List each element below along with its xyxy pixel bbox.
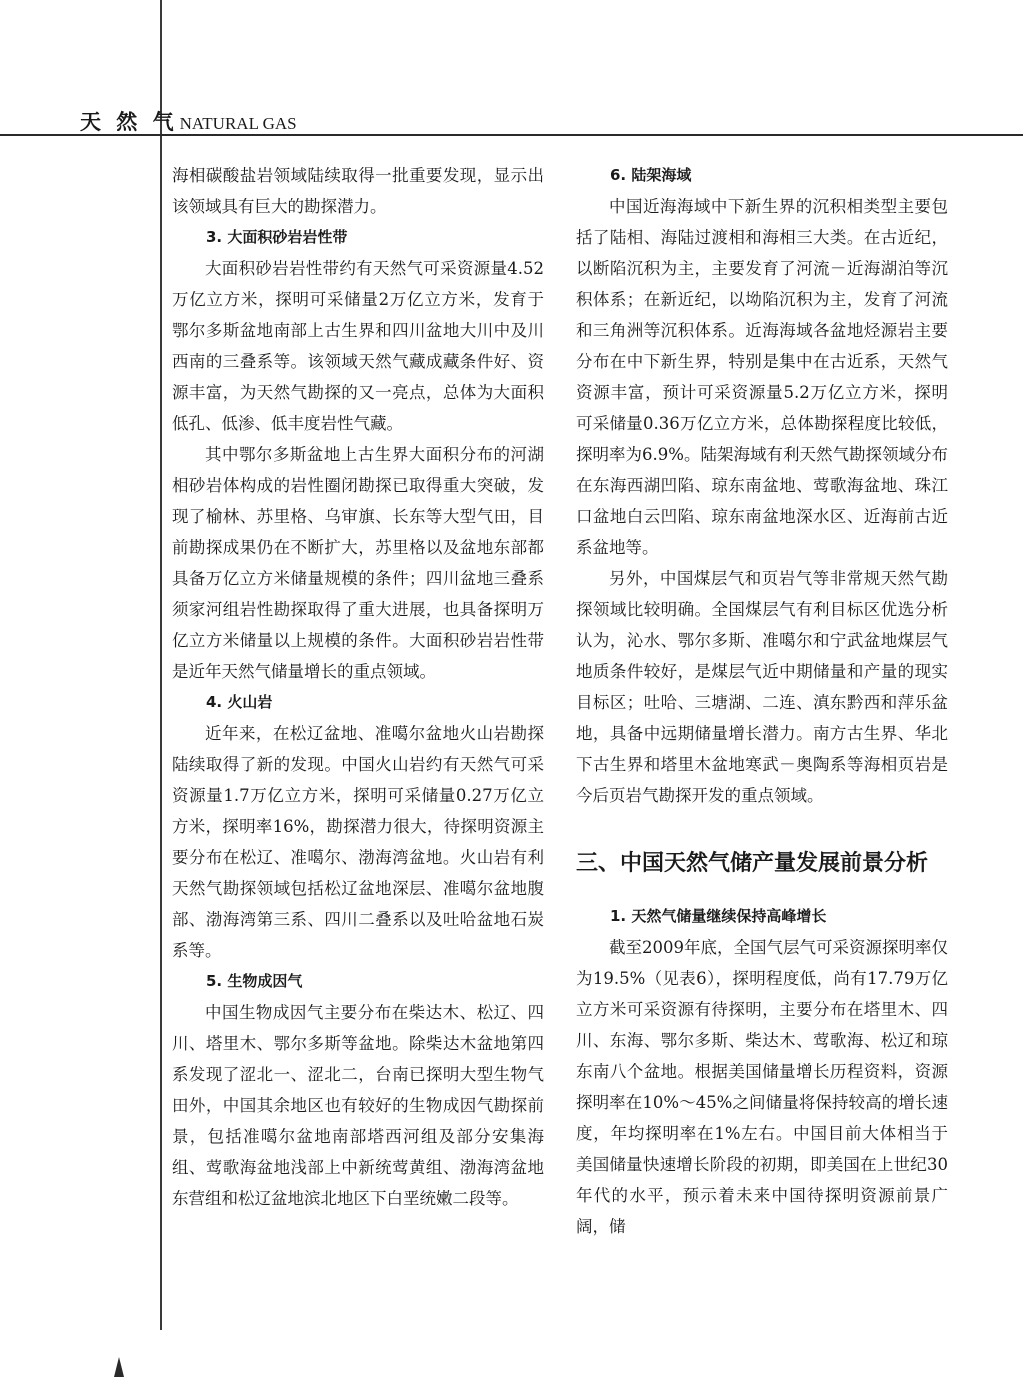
journal-title-cn: 天 然 气 xyxy=(80,110,178,134)
paragraph-shelf-1: 中国近海海域中下新生界的沉积相类型主要包括了陆相、海陆过渡相和海相三大类。在古近纪，以断陷沉积为主，主要发育了河流－近海湖泊等沉积体系；在新近纪，以坳陷沉积为主，发育了河流和三角洲等沉积体系。近海海域各盆地烃源岩主要分布在中下新生界，特别是集中在古近系，天然气资源丰富，预计可采资源量5.2万亿立方米，探明可采储量0.36万亿立方米，总体勘探程度比较低，探明率为6.9%。陆架海域有利天然气勘探领域分布在东海西湖凹陷、琼东南盆地、莺歌海盆地、珠江口盆地白云凹陷、琼东南盆地深水区、近海前古近系盆地等。 xyxy=(576,197,948,557)
paragraph-shelf-2: 另外，中国煤层气和页岩气等非常规天然气勘探领域比较明确。全国煤层气有利目标区优选分析认为，沁水、鄂尔多斯、准噶尔和宁武盆地煤层气地质条件较好，是煤层气近中期储量和产量的现实目标区；吐哈、三塘湖、二连、滇东黔西和萍乐盆地，具备中远期储量增长潜力。南方古生界、华北下古生界和塔里木盆地寒武－奥陶系等海相页岩是今后页岩气勘探开发的重点领域。 xyxy=(576,569,948,805)
heading-reserves-growth: 1. 天然气储量继续保持高峰增长 xyxy=(610,907,827,925)
left-column xyxy=(172,160,544,1214)
page-corner-mark xyxy=(114,1357,124,1377)
running-header xyxy=(80,106,297,136)
heading-volcanic: 4. 火山岩 xyxy=(206,693,273,711)
heading-continental-shelf: 6. 陆架海域 xyxy=(610,166,692,184)
heading-sandstone-belt: 3. 大面积砂岩岩性带 xyxy=(206,228,348,246)
paragraph-reserves-growth: 截至2009年底，全国气层气可采资源探明率仅为19.5%（见表6），探明程度低，尚有17.79万亿立方米可采资源有待探明，主要分布在塔里木、四川、东海、鄂尔多斯、柴达木、莺歌海、松辽和琼东南八个盆地。根据美国储量增长历程资料，资源探明率在10%～45%之间储量将保持较高的增长速度，年均探明率在1%左右。中国目前大体相当于美国储量快速增长阶段的初期，即美国在上世纪30年代的水平，预示着未来中国待探明资源前景广阔，储 xyxy=(576,938,948,1236)
paragraph-biogenic-gas: 中国生物成因气主要分布在柴达木、松辽、四川、塔里木、鄂尔多斯等盆地。除柴达木盆地第四系发现了涩北一、涩北二，台南已探明大型生物气田外，中国其余地区也有较好的生物成因气勘探前景，包括准噶尔盆地南部塔西河组及部分安集海组、莺歌海盆地浅部上中新统莺黄组、渤海湾盆地东营组和松辽盆地滨北地区下白垩统嫩二段等。 xyxy=(172,1003,544,1208)
vertical-rule xyxy=(160,0,162,1330)
paragraph-intro-continued: 海相碳酸盐岩领域陆续取得一批重要发现，显示出该领域具有巨大的勘探潜力。 xyxy=(172,166,544,216)
paragraph-sandstone-1: 大面积砂岩岩性带约有天然气可采资源量4.52万亿立方米，探明可采储量2万亿立方米，发育于鄂尔多斯盆地南部上古生界和四川盆地大川中及川西南的三叠系等。该领域天然气藏成藏条件好、资源丰富，为天然气勘探的又一亮点，总体为大面积低孔、低渗、低丰度岩性气藏。 xyxy=(172,259,544,433)
paragraph-volcanic: 近年来，在松辽盆地、准噶尔盆地火山岩勘探陆续取得了新的发现。中国火山岩约有天然气可采资源量1.7万亿立方米，探明可采储量0.27万亿立方米，探明率16%，勘探潜力很大，待探明资源主要分布在松辽、准噶尔、渤海湾盆地。火山岩有利天然气勘探领域包括松辽盆地深层、准噶尔盆地腹部、渤海湾第三系、四川二叠系以及吐哈盆地石炭系等。 xyxy=(172,724,544,960)
journal-title-en: NATURAL GAS xyxy=(179,114,297,133)
heading-biogenic-gas: 5. 生物成因气 xyxy=(206,972,303,990)
right-column xyxy=(576,160,948,1242)
section-heading-3: 三、中国天然气储产量发展前景分析 xyxy=(576,851,929,876)
paragraph-sandstone-2: 其中鄂尔多斯盆地上古生界大面积分布的河湖相砂岩体构成的岩性圈闭勘探已取得重大突破，发现了榆林、苏里格、乌审旗、长东等大型气田，目前勘探成果仍在不断扩大，苏里格以及盆地东部都具备万亿立方米储量规模的条件；四川盆地三叠系须家河组岩性勘探取得了重大进展，也具备探明万亿立方米储量以上规模的条件。大面积砂岩岩性带是近年天然气储量增长的重点领域。 xyxy=(172,445,544,681)
